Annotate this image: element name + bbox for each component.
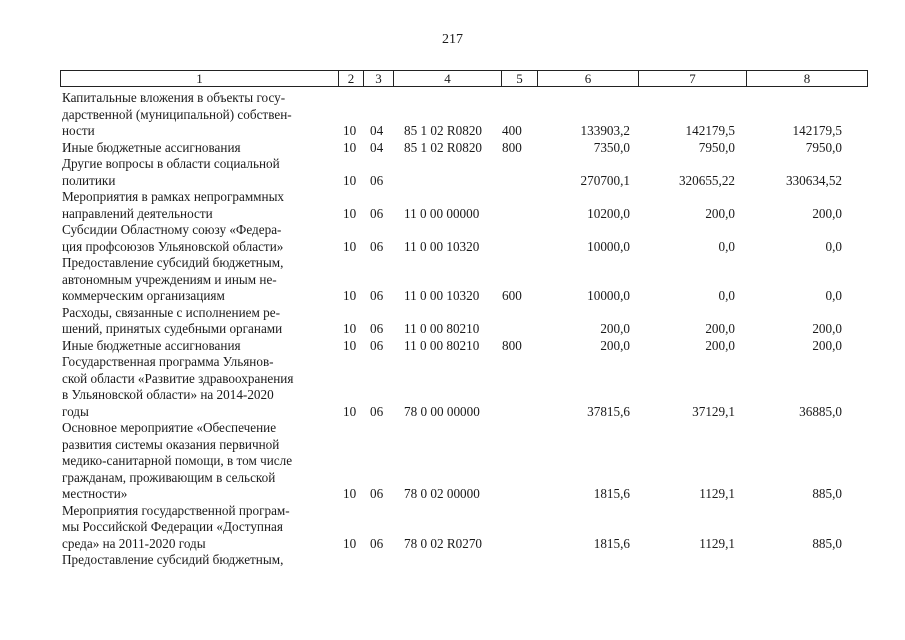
row-description: Иные бюджетные ассигнования [62,139,241,155]
row-cell-c3: 06 [370,403,384,419]
row-description: Мероприятия в рамках непрограммных направлений деятельности [62,189,285,221]
page-number: 217 [442,32,463,47]
row-cell-c6: 37815,6 [587,403,630,419]
row-cell-c4: 85 1 02 R0820 [404,123,483,138]
row-description: Мероприятия государственной програм- мы Российской Федерации «Доступная среда» на 2011-2020 годы [62,502,290,551]
row-description: Государственная программа Ульянов- ской области «Развитие здравоохранения в Ульяновской области» на 2014-2020 годы [62,354,294,419]
row-cell-c2: 10 [343,172,357,188]
table-row [0,420,905,503]
row-cell-c5: 800 [502,139,522,155]
row-cell-c7: 200,0 [705,337,735,353]
row-cell-c8: 330634,52 [785,172,842,188]
table-row [0,222,905,255]
row-cell-c8: 0,0 [825,288,842,303]
row-cell-c8: 885,0 [812,535,842,551]
table-row [0,140,905,157]
column-header-6: 6 [538,71,639,86]
row-cell-c5: 800 [502,337,522,353]
row-cell-c7: 7950,0 [698,139,735,155]
row-cell-c6: 1815,6 [593,535,630,551]
table-row [0,338,905,355]
row-cell-c5: 600 [502,288,522,303]
row-cell-c8: 885,0 [812,486,842,501]
row-cell-c8: 200,0 [812,337,842,353]
row-description: Основное мероприятие «Обеспечение развития системы оказания первичной медико-санитарной помощи, в том числе гражданам, проживающим в сельской местности» [62,420,293,501]
row-cell-c6: 200,0 [600,337,630,353]
row-cell-c7: 200,0 [705,205,735,221]
row-cell-c3: 06 [370,535,384,551]
row-cell-c8: 200,0 [812,321,842,336]
row-cell-c2: 10 [343,139,357,155]
row-cell-c4: 11 0 00 80210 [404,337,480,353]
row-cell-c3: 06 [370,321,384,336]
row-cell-c7: 142179,5 [685,123,735,138]
row-cell-c2: 10 [343,403,357,419]
row-cell-c4: 78 0 00 00000 [404,403,480,419]
row-cell-c4: 78 0 02 00000 [404,486,480,501]
row-cell-c7: 200,0 [705,321,735,336]
row-cell-c6: 133903,2 [580,123,630,138]
row-cell-c4: 78 0 02 R0270 [404,535,483,551]
table-row [0,90,905,140]
row-cell-c2: 10 [343,288,357,303]
row-cell-c4: 85 1 02 R0820 [404,139,483,155]
table-row [0,354,905,420]
row-cell-c7: 320655,22 [678,172,735,188]
row-cell-c2: 10 [343,205,357,221]
row-cell-c3: 06 [370,337,384,353]
row-cell-c2: 10 [343,238,357,254]
row-cell-c8: 0,0 [825,238,842,254]
row-cell-c3: 06 [370,238,384,254]
row-description: Иные бюджетные ассигнования [62,337,241,353]
table-row [0,156,905,189]
row-cell-c7: 1129,1 [699,535,735,551]
row-cell-c7: 0,0 [718,288,735,303]
row-cell-c2: 10 [343,123,357,138]
row-cell-c8: 36885,0 [799,403,842,419]
table-row [0,503,905,553]
column-header-4: 4 [394,71,502,86]
row-cell-c8: 7950,0 [805,139,842,155]
column-header-5: 5 [502,71,538,86]
table-header [60,70,868,87]
row-cell-c2: 10 [343,486,357,501]
row-cell-c3: 06 [370,486,384,501]
table-row [0,189,905,222]
row-cell-c7: 1129,1 [699,486,735,501]
row-cell-c2: 10 [343,321,357,336]
column-header-3: 3 [364,71,394,86]
row-cell-c3: 04 [370,123,384,138]
table-row [0,255,905,305]
column-header-7: 7 [639,71,747,86]
row-description: Расходы, связанные с исполнением ре- шений, принятых судебными органами [62,304,283,336]
column-header-2: 2 [339,71,364,86]
row-cell-c8: 142179,5 [792,123,842,138]
column-header-8: 8 [803,71,811,86]
table-row [0,552,905,569]
row-cell-c5: 400 [502,123,522,138]
row-cell-c6: 10000,0 [587,238,630,254]
row-cell-c6: 270700,1 [580,172,630,188]
row-cell-c6: 7350,0 [593,139,630,155]
row-cell-c3: 06 [370,172,384,188]
row-cell-c6: 10000,0 [587,288,630,303]
row-description: Предоставление субсидий бюджетным, автономным учреждениям и иным не- коммерческим организациям [62,255,284,303]
row-cell-c2: 10 [343,337,357,353]
row-cell-c6: 200,0 [600,321,630,336]
row-cell-c3: 04 [370,139,384,155]
row-cell-c6: 1815,6 [593,486,630,501]
row-cell-c6: 10200,0 [587,205,630,221]
row-cell-c4: 11 0 00 00000 [404,205,480,221]
column-header-1: 1 [61,71,339,86]
row-cell-c2: 10 [343,535,357,551]
row-cell-c3: 06 [370,288,384,303]
row-description: Капитальные вложения в объекты госу- дарственной (муниципальной) собствен- ности [62,90,292,138]
row-cell-c8: 200,0 [812,205,842,221]
row-description: Другие вопросы в области социальной политики [62,156,280,188]
row-description: Предоставление субсидий бюджетным, [62,552,284,567]
row-cell-c7: 0,0 [718,238,735,254]
table-row [0,305,905,338]
row-cell-c7: 37129,1 [692,403,735,419]
row-cell-c4: 11 0 00 80210 [404,321,480,336]
row-cell-c3: 06 [370,205,384,221]
row-cell-c4: 11 0 00 10320 [404,288,480,303]
row-cell-c4: 11 0 00 10320 [404,238,480,254]
row-description: Субсидии Областному союзу «Федера- ция профсоюзов Ульяновской области» [62,222,284,254]
